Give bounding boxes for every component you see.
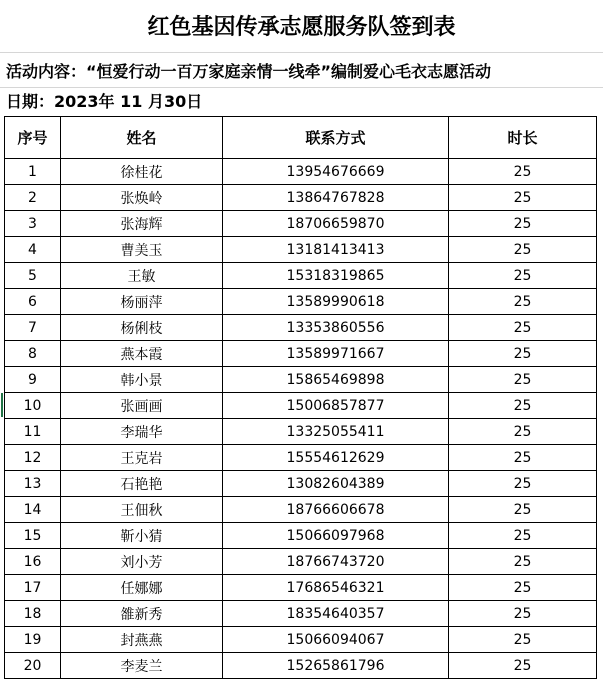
cell-index[interactable]: 1 — [5, 159, 61, 185]
cell-phone[interactable]: 15066094067 — [223, 627, 449, 653]
cell-name[interactable]: 李麦兰 — [61, 653, 223, 679]
cell-name[interactable]: 任娜娜 — [61, 575, 223, 601]
table-row — [5, 263, 597, 289]
cell-hours[interactable]: 25 — [449, 523, 597, 549]
cell-name[interactable]: 王佃秋 — [61, 497, 223, 523]
cell-index[interactable]: 13 — [5, 471, 61, 497]
cell-hours[interactable]: 25 — [449, 367, 597, 393]
cell-name[interactable]: 张焕岭 — [61, 185, 223, 211]
cell-phone[interactable]: 17686546321 — [223, 575, 449, 601]
cell-hours[interactable]: 25 — [449, 627, 597, 653]
cell-index[interactable]: 11 — [5, 419, 61, 445]
header-phone[interactable]: 联系方式 — [223, 117, 449, 159]
cell-phone[interactable]: 18706659870 — [223, 211, 449, 237]
table-row — [5, 237, 597, 263]
cell-index[interactable]: 14 — [5, 497, 61, 523]
table-row — [5, 653, 597, 679]
cell-hours[interactable]: 25 — [449, 471, 597, 497]
cell-phone[interactable]: 13325055411 — [223, 419, 449, 445]
cell-name[interactable]: 刘小芳 — [61, 549, 223, 575]
cell-phone[interactable]: 13353860556 — [223, 315, 449, 341]
header-index[interactable]: 序号 — [5, 117, 61, 159]
cell-index[interactable]: 4 — [5, 237, 61, 263]
cell-phone[interactable]: 15554612629 — [223, 445, 449, 471]
cell-name[interactable]: 杨俐枝 — [61, 315, 223, 341]
table-row — [5, 445, 597, 471]
cell-index[interactable]: 17 — [5, 575, 61, 601]
cell-phone[interactable]: 18766743720 — [223, 549, 449, 575]
cell-index[interactable]: 9 — [5, 367, 61, 393]
cell-phone[interactable]: 18766606678 — [223, 497, 449, 523]
cell-hours[interactable]: 25 — [449, 263, 597, 289]
cell-hours[interactable]: 25 — [449, 185, 597, 211]
table-row — [5, 471, 597, 497]
cell-phone[interactable]: 13864767828 — [223, 185, 449, 211]
cell-hours[interactable]: 25 — [449, 497, 597, 523]
activity-description[interactable]: 活动内容：“恒爱行动一百万家庭亲情一线牵”编制爱心毛衣志愿活动 — [6, 62, 492, 81]
table-row — [5, 185, 597, 211]
table-row — [5, 367, 597, 393]
cell-name[interactable]: 石艳艳 — [61, 471, 223, 497]
table-header-row — [5, 117, 597, 159]
table-row — [5, 601, 597, 627]
cell-index[interactable]: 20 — [5, 653, 61, 679]
selected-row-indicator — [1, 393, 3, 417]
cell-phone[interactable]: 13589971667 — [223, 341, 449, 367]
cell-hours[interactable]: 25 — [449, 601, 597, 627]
cell-hours[interactable]: 25 — [449, 341, 597, 367]
cell-phone[interactable]: 13954676669 — [223, 159, 449, 185]
table-row — [5, 211, 597, 237]
cell-name[interactable]: 张画画 — [61, 393, 223, 419]
cell-name[interactable]: 曹美玉 — [61, 237, 223, 263]
cell-name[interactable]: 张海辉 — [61, 211, 223, 237]
row-divider — [0, 87, 603, 88]
table-row — [5, 523, 597, 549]
table-row — [5, 289, 597, 315]
sign-in-table — [4, 116, 597, 679]
table-body — [5, 159, 597, 679]
cell-name[interactable]: 靳小猜 — [61, 523, 223, 549]
cell-index[interactable]: 6 — [5, 289, 61, 315]
table-row — [5, 549, 597, 575]
cell-index[interactable]: 19 — [5, 627, 61, 653]
cell-hours[interactable]: 25 — [449, 419, 597, 445]
cell-name[interactable]: 王敏 — [61, 263, 223, 289]
header-name[interactable]: 姓名 — [61, 117, 223, 159]
table-row — [5, 497, 597, 523]
cell-phone[interactable]: 13589990618 — [223, 289, 449, 315]
cell-name[interactable]: 燕本霞 — [61, 341, 223, 367]
cell-phone[interactable]: 15006857877 — [223, 393, 449, 419]
cell-phone[interactable]: 13181413413 — [223, 237, 449, 263]
cell-hours[interactable]: 25 — [449, 237, 597, 263]
table-row — [5, 419, 597, 445]
cell-index[interactable]: 12 — [5, 445, 61, 471]
activity-date[interactable]: 日期：2023年 11 月30日 — [6, 92, 203, 111]
header-hours[interactable]: 时长 — [449, 117, 597, 159]
cell-hours[interactable]: 25 — [449, 289, 597, 315]
cell-index[interactable]: 3 — [5, 211, 61, 237]
cell-name[interactable]: 杨丽萍 — [61, 289, 223, 315]
cell-phone[interactable]: 15865469898 — [223, 367, 449, 393]
cell-hours[interactable]: 25 — [449, 159, 597, 185]
cell-hours[interactable]: 25 — [449, 575, 597, 601]
cell-index[interactable]: 10 — [5, 393, 61, 419]
cell-name[interactable]: 徐桂花 — [61, 159, 223, 185]
page-title: 红色基因传承志愿服务队签到表 — [147, 15, 456, 40]
cell-hours[interactable]: 25 — [449, 445, 597, 471]
cell-hours[interactable]: 25 — [449, 211, 597, 237]
cell-name[interactable]: 韩小景 — [61, 367, 223, 393]
table-row — [5, 393, 597, 419]
table-row — [5, 341, 597, 367]
table-row — [5, 315, 597, 341]
cell-index[interactable]: 7 — [5, 315, 61, 341]
cell-phone[interactable]: 15318319865 — [223, 263, 449, 289]
table-row — [5, 627, 597, 653]
cell-name[interactable]: 封燕燕 — [61, 627, 223, 653]
cell-phone[interactable]: 15066097968 — [223, 523, 449, 549]
cell-index[interactable]: 5 — [5, 263, 61, 289]
cell-phone[interactable]: 13082604389 — [223, 471, 449, 497]
row-divider — [0, 52, 603, 53]
cell-hours[interactable]: 25 — [449, 549, 597, 575]
cell-name[interactable]: 雒新秀 — [61, 601, 223, 627]
cell-index[interactable]: 2 — [5, 185, 61, 211]
cell-hours[interactable]: 25 — [449, 653, 597, 679]
table-row — [5, 159, 597, 185]
cell-phone[interactable]: 15265861796 — [223, 653, 449, 679]
cell-index[interactable]: 18 — [5, 601, 61, 627]
cell-name[interactable]: 王克岩 — [61, 445, 223, 471]
cell-index[interactable]: 16 — [5, 549, 61, 575]
cell-phone[interactable]: 18354640357 — [223, 601, 449, 627]
table-row — [5, 575, 597, 601]
cell-index[interactable]: 15 — [5, 523, 61, 549]
cell-index[interactable]: 8 — [5, 341, 61, 367]
cell-hours[interactable]: 25 — [449, 393, 597, 419]
cell-hours[interactable]: 25 — [449, 315, 597, 341]
cell-name[interactable]: 李瑞华 — [61, 419, 223, 445]
